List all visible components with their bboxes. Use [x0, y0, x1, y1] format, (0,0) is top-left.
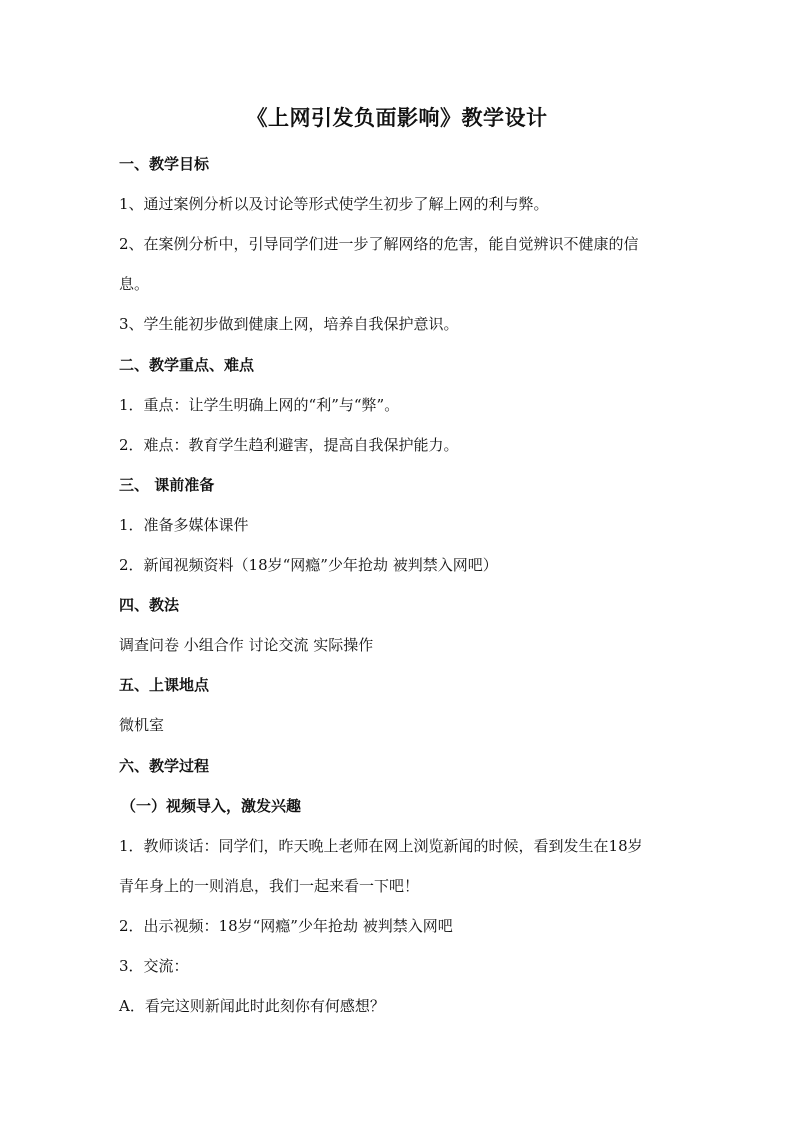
section-heading: 一、教学目标 [119, 155, 210, 173]
body-line: 2、在案例分析中，引导同学们进一步了解网络的危害，能自觉辨识不健康的信 [119, 235, 639, 254]
body-line: 2．新闻视频资料（18岁“网瘾”少年抢劫 被判禁入网吧） [119, 556, 498, 574]
body-line: A．看完这则新闻此时此刻你有何感想？ [119, 997, 385, 1016]
body-line: 青年身上的一则消息，我们一起来看一下吧！ [119, 876, 420, 895]
section-heading: 六、教学过程 [119, 756, 210, 775]
body-line: 3、学生能初步做到健康上网，培养自我保护意识。 [119, 315, 459, 334]
section-heading: 二、教学重点、难点 [119, 355, 255, 374]
body-line: 2．出示视频：18岁“网瘾”少年抢劫 被判禁入网吧 [119, 916, 453, 935]
section-heading: 五、上课地点 [119, 676, 210, 695]
body-line: 3．交流： [119, 957, 189, 975]
body-line: 1、通过案例分析以及讨论等形式使学生初步了解上网的利与弊。 [119, 195, 549, 214]
section-heading: （一）视频导入，激发兴趣 [121, 796, 302, 815]
body-line: 1．准备多媒体课件 [119, 515, 249, 534]
body-line: 2．难点：教育学生趋利避害，提高自我保护能力。 [119, 435, 459, 454]
body-line: 息。 [119, 275, 150, 294]
section-heading: 三、 课前准备 [119, 475, 215, 494]
document-title: 《上网引发负面影响》教学设计 [246, 106, 548, 130]
body-line: 微机室 [119, 716, 165, 735]
body-line: 调查问卷 小组合作 讨论交流 实际操作 [119, 636, 374, 655]
body-line: 1．重点：让学生明确上网的“利”与“弊”。 [119, 395, 400, 414]
section-heading: 四、教法 [119, 596, 180, 615]
body-line: 1．教师谈话：同学们，昨天晚上老师在网上浏览新闻的时候，看到发生在18岁 [119, 836, 643, 855]
